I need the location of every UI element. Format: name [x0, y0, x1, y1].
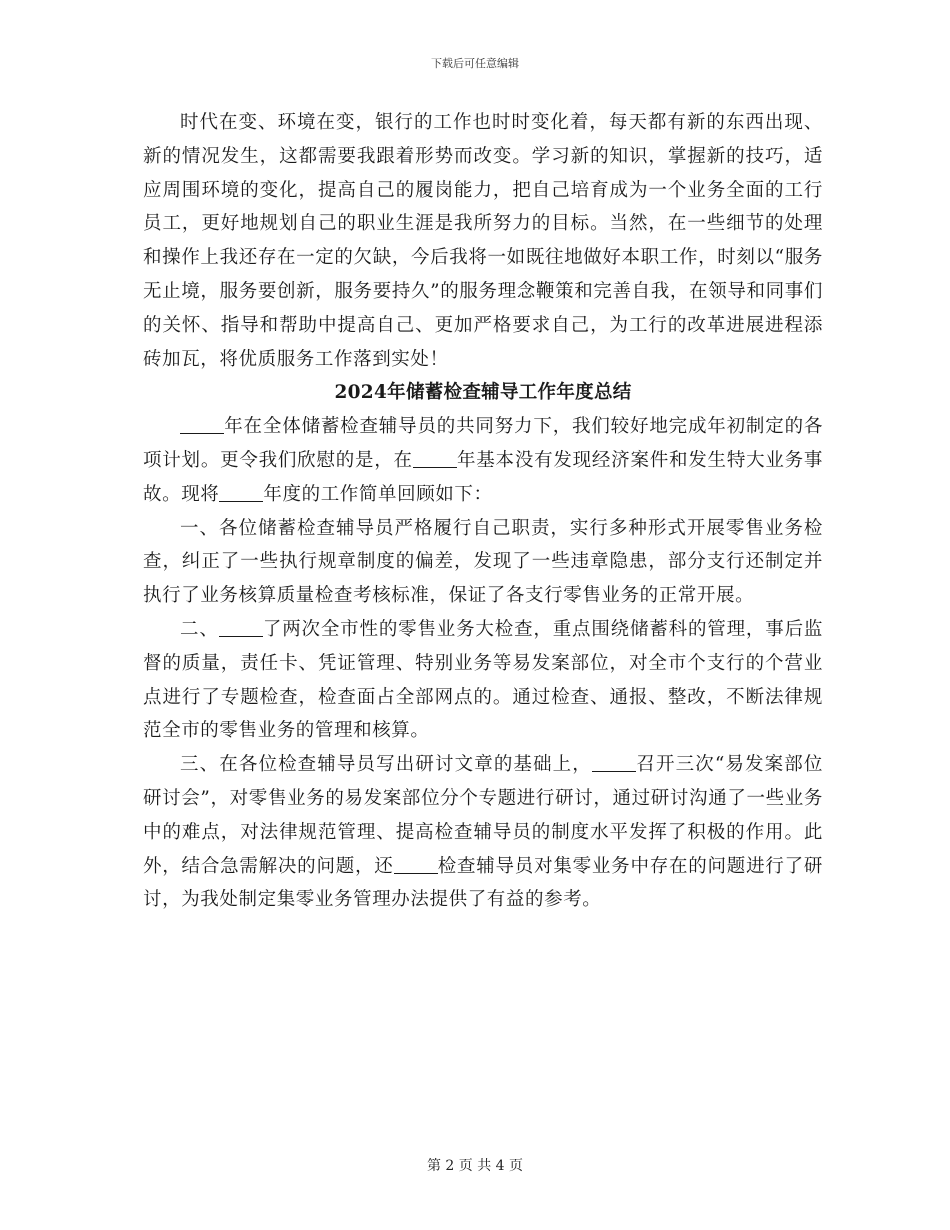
paragraph-item-3	[143, 748, 823, 917]
paragraph-item-1: 一、各位储蓄检查辅导员严格履行自己职责，实行多种形式开展零售业务检查，纠正了一些执行规章制度的偏差，发现了一些违章隐患，部分支行还制定并执行了业务核算质量检查考核标准，保证了各支行零售业务的正常开展。	[143, 517, 823, 607]
section-title: 2024年储蓄检查辅导工作年度总结	[334, 382, 632, 404]
paragraph-item-3-part-c: 检查辅导员对集零业务中存在的问题进行了研讨，为我处制定集零业务管理办法提供了有益的参考。	[143, 855, 823, 911]
header-note: 下载后可任意编辑	[431, 57, 519, 70]
blank-line	[219, 482, 263, 502]
paragraph-summary-part-c: 年度的工作简单回顾如下：	[263, 483, 493, 505]
paragraph-item-3-part-b: 召开三次“易发案部位研讨会”，对零售业务的易发案部位分个专题进行研讨，通过研讨沟通了一些业务中的难点，对法律规范管理、提高检查辅导员的制度水平发挥了积极的作用。此外，结合急需解决的问题，还	[143, 754, 823, 877]
paragraph-item-3-part-a: 三、在各位检查辅导员写出研讨文章的基础上，	[180, 754, 592, 776]
paragraph-item-2-prefix: 二、	[180, 618, 219, 640]
blank-line	[219, 617, 263, 637]
paragraph-item-2-text: 了两次全市性的零售业务大检查，重点围绕储蓄科的管理，事后监督的质量，责任卡、凭证管理、特别业务等易发案部位，对全市个支行的个营业点进行了专题检查，检查面占全部网点的。通过检查、通报、整改，不断法律规范全市的零售业务的管理和核算。	[143, 618, 824, 742]
document-body	[143, 106, 823, 917]
blank-line	[592, 753, 636, 773]
blank-line	[180, 415, 224, 435]
blank-line	[413, 448, 457, 468]
paragraph-summary-part-b: 年基本没有发现经济案件和发生特大业务事故。现将	[143, 449, 824, 505]
paragraph-summary-part-a: 年在全体储蓄检查辅导员的共同努力下，我们较好地完成年初制定的各项计划。更令我们欣慰的是，在	[143, 416, 823, 471]
page-number: 第 2 页 共 4 页	[426, 1158, 524, 1174]
paragraph-summary	[143, 410, 823, 511]
paragraph-intro: 时代在变、环境在变，银行的工作也时时变化着，每天都有新的东西出现、新的情况发生，这都需要我跟着形势而改变。学习新的知识，掌握新的技巧，适应周围环境的变化，提高自己的履岗能力，把自己培育成为一个业务全面的工行员工，更好地规划自己的职业生涯是我所努力的目标。当然，在一些细节的处理和操作上我还存在一定的欠缺，今后我将一如既往地做好本职工作，时刻以“服务无止境，服务要创新，服务要持久”的服务理念鞭策和完善自我，在领导和同事们的关怀、指导和帮助中提高自己、更加严格要求自己，为工行的改革进展进程添砖加瓦，将优质服务工作落到实处！	[143, 112, 823, 370]
paragraph-item-2	[143, 613, 823, 748]
blank-line	[394, 854, 438, 874]
